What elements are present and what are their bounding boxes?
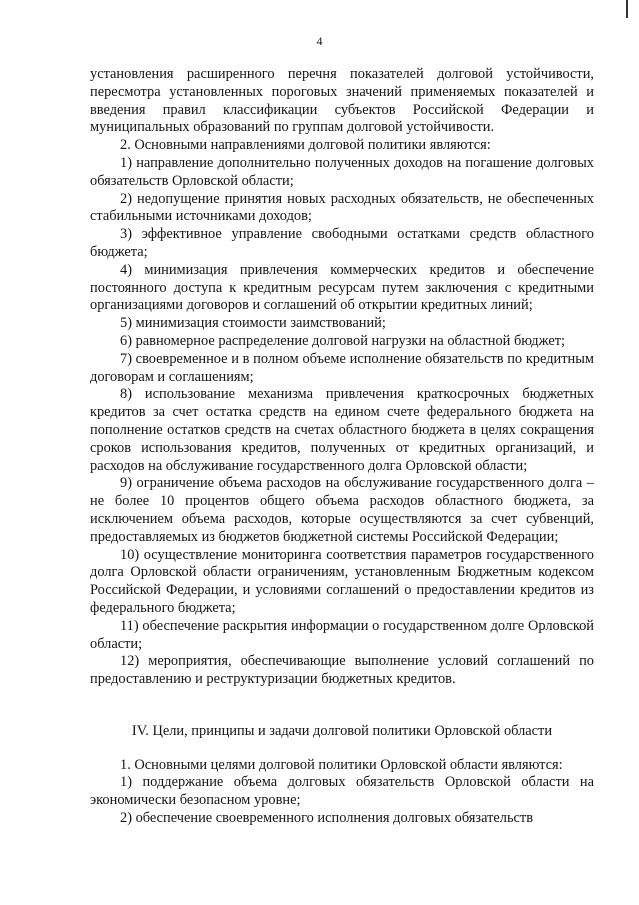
list-item: 7) своевременное и в полном объеме исполнение обязательств по кредитным договорам и соглашениям; [90, 350, 594, 385]
list-item: 1) направление дополнительно полученных доходов на погашение долговых обязательств Орловской области; [90, 154, 594, 189]
list-item: 12) мероприятия, обеспечивающие выполнение условий соглашений по предоставлению и реструктуризации бюджетных кредитов. [90, 653, 594, 688]
list-item: 1) поддержание объема долговых обязательств Орловской области на экономически безопасном уровне; [90, 774, 594, 809]
list-item: 5) минимизация стоимости заимствований; [120, 315, 386, 332]
paragraph: установления расширенного перечня показателей долговой устойчивости, пересмотра установленных пороговых значений применяемых показателей и введения правил классификации субъектов Российской Федерации и муниципальных образований по группам долговой устойчивости. [90, 66, 594, 136]
page-number: 4 [316, 34, 323, 48]
document-body [90, 66, 594, 828]
list-item: 6) равномерное распределение долговой нагрузки на областной бюджет; [120, 332, 566, 349]
list-item: 2) обеспечение своевременного исполнения долговых обязательств [120, 810, 533, 827]
list-item: 3) эффективное управление свободными остатками средств областного бюджета; [90, 226, 594, 260]
paragraph: 2. Основными направлениями долговой политики являются: [120, 137, 491, 154]
list-item: 8) использование механизма привлечения краткосрочных бюджетных кредитов за счет остатка средств на едином счете федерального бюджета на пополнение остатков средств на счетах областного бюджета в целях сокращения сроков использования кредитов, полученных от кредитных организаций, и расходов на обслуживание государственного долга Орловской области; [90, 386, 594, 474]
list-item: 10) осуществление мониторинга соответствия параметров государственного долга Орловской области ограничениям, установленным Бюджетным кодексом Российской Федерации, и условиями соглашений о предоставлении кредитов из федерального бюджета; [90, 546, 594, 616]
section-heading: IV. Цели, принципы и задачи долговой политики Орловской области [131, 722, 553, 739]
list-item: 4) минимизация привлечения коммерческих кредитов и обеспечение постоянного доступа к кредитным ресурсам путем заключения с кредитными организациями договоров и соглашений об открытии кредитных линий; [90, 261, 594, 314]
list-item: 11) обеспечение раскрытия информации о государственном долге Орловской области; [90, 617, 594, 652]
scan-edge-mark [626, 0, 628, 18]
paragraph: 1. Основными целями долговой политики Орловской области являются: [120, 756, 563, 773]
list-item: 2) недопущение принятия новых расходных обязательств, не обеспеченных стабильными источниками доходов; [90, 190, 594, 225]
list-item: 9) ограничение объема расходов на обслуживание государственного долга – не более 10 процентов общего объема расходов областного бюджета, за исключением объема расходов, которые осуществляются за счет субвенций, предоставляемых из бюджетов бюджетной системы Российской Федерации; [90, 475, 594, 545]
